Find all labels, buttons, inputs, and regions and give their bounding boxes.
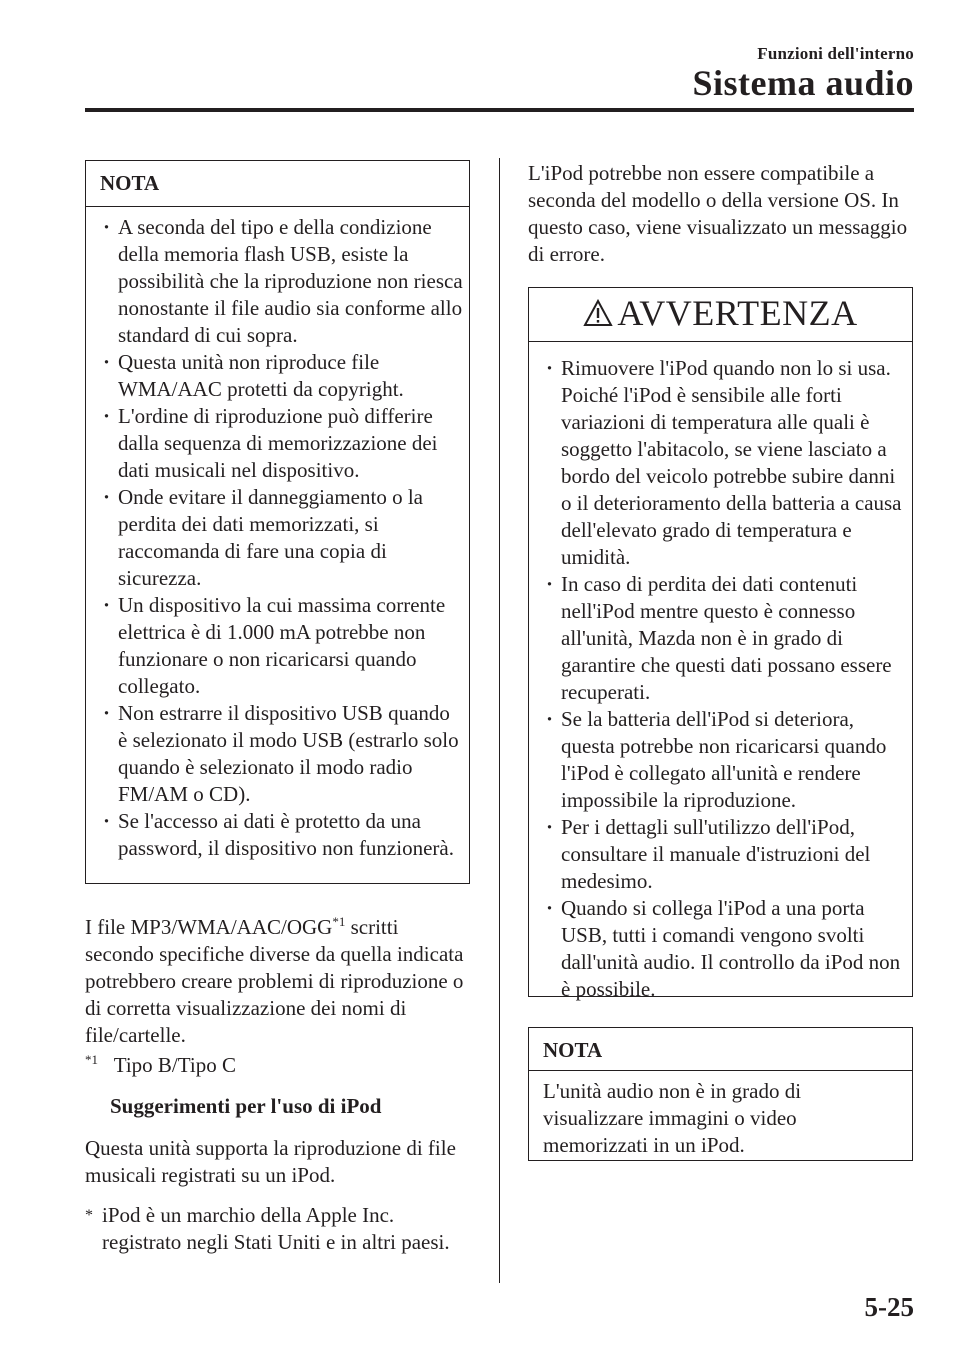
nota-text: L'unità audio non è in grado di visualizzare immagini o video memorizzati in un iPod. <box>543 1079 802 1157</box>
column-divider <box>499 158 500 1283</box>
warning-header <box>529 288 912 342</box>
nota-box-2 <box>528 1027 913 1161</box>
section-name: Funzioni dell'interno <box>757 44 914 63</box>
nota-label: NOTA <box>86 161 469 207</box>
warning-list <box>529 342 912 1003</box>
ipod-support-paragraph: Questa unità supporta la riproduzione di file musicali registrati su un iPod. <box>85 1136 456 1187</box>
warning-label: AVVERTENZA <box>617 293 858 333</box>
list-item: · Se la batteria dell'iPod si deteriora, questa potrebbe non ricaricarsi quando l'iPod è collegato all'unità e rendere impossibile la riproduzione. <box>529 706 906 814</box>
warning-box <box>528 287 913 1001</box>
page-title: Sistema audio <box>692 63 914 103</box>
section-subheading: Suggerimenti per l'uso di iPod <box>110 1094 382 1118</box>
list-item: · Questa unità non riproduce file WMA/AAC protetti da copyright. <box>86 349 463 403</box>
list-item: · Un dispositivo la cui massima corrente elettrica è di 1.000 mA potrebbe non funzionare o non ricaricarsi quando collegato. <box>86 592 463 700</box>
page-number: 5-25 <box>864 1292 914 1322</box>
formats-text-b: scritti secondo specifiche diverse da quella indicata potrebbero creare problemi di riproduzione o di corretta visualizzazione dei nomi di file/cartelle. <box>85 915 464 1047</box>
list-item: · A seconda del tipo e della condizione della memoria flash USB, esiste la possibilità che la riproduzione non riesca nonostante il file audio sia conforme allo standard di cui sopra. <box>86 214 463 349</box>
ipod-compat-paragraph: L'iPod potrebbe non essere compatibile a seconda del modello o della versione OS. In questo caso, viene visualizzato un messaggio di errore. <box>528 161 908 266</box>
footnote-text: iPod è un marchio della Apple Inc. registrato negli Stati Uniti e in altri paesi. <box>102 1203 450 1254</box>
formats-text-a: I file MP3/WMA/AAC/OGG <box>85 915 333 939</box>
footnote-mark: * <box>85 1207 93 1224</box>
formats-paragraph <box>85 914 470 1049</box>
footnote-2 <box>85 1202 470 1256</box>
header-rule <box>85 108 914 112</box>
list-item: · Quando si collega l'iPod a una porta USB, tutti i comandi vengono svolti dall'unità audio. Il controllo da iPod non è possibile. <box>529 895 906 1003</box>
list-item: · Se l'accesso ai dati è protetto da una password, il dispositivo non funzionerà. <box>86 808 463 862</box>
footnote-mark: *1 <box>85 1052 98 1067</box>
footnote-ref: *1 <box>332 914 346 929</box>
list-item: · Rimuovere l'iPod quando non lo si usa. Poiché l'iPod è sensibile alle forti variazioni di temperatura alle quali è soggetto l'abitacolo, se viene lasciato a bordo del veicolo potrebbe subire danni o il deterioramento della batteria a causa dell'elevato grado di temperatura e umidità. <box>529 355 906 571</box>
nota-label: NOTA <box>529 1028 912 1071</box>
list-item: · In caso di perdita dei dati contenuti nell'iPod mentre questo è connesso all'unità, Mazda non è in grado di garantire che questi dati possano essere recuperati. <box>529 571 906 706</box>
warning-triangle-icon <box>583 299 613 327</box>
nota-list-1 <box>86 207 469 862</box>
footnote-1 <box>85 1052 470 1079</box>
list-item: · Per i dettagli sull'utilizzo dell'iPod, consultare il manuale d'istruzioni del medesimo. <box>529 814 906 895</box>
list-item: · Non estrarre il dispositivo USB quando è selezionato il modo USB (estrarlo solo quando è selezionato il modo radio FM/AM o CD). <box>86 700 463 808</box>
footnote-text: Tipo B/Tipo C <box>113 1053 236 1077</box>
nota-box-1 <box>85 160 470 884</box>
list-item: · L'ordine di riproduzione può differire dalla sequenza di memorizzazione dei dati musicali nel dispositivo. <box>86 403 463 484</box>
list-item: · Onde evitare il danneggiamento o la perdita dei dati memorizzati, si raccomanda di fare una copia di sicurezza. <box>86 484 463 592</box>
